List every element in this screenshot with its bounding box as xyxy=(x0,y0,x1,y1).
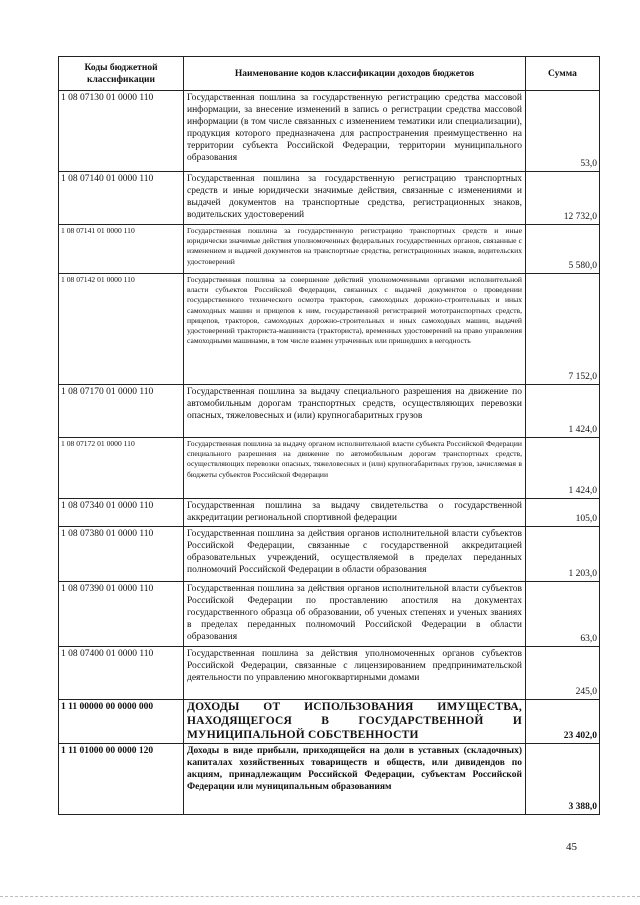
row-code: 1 08 07400 01 0000 110 xyxy=(59,647,184,700)
row-code: 1 08 07140 01 0000 110 xyxy=(59,172,184,225)
row-sum: 23 402,0 xyxy=(526,700,600,744)
row-code: 1 08 07172 01 0000 110 xyxy=(59,438,184,499)
table-row xyxy=(59,647,600,700)
row-sum: 1 424,0 xyxy=(526,385,600,438)
row-sum: 63,0 xyxy=(526,582,600,647)
row-code: 1 11 00000 00 0000 000 xyxy=(59,700,184,744)
header-sum: Сумма xyxy=(526,57,600,91)
row-sum: 105,0 xyxy=(526,499,600,527)
row-name: Государственная пошлина за выдачу органом исполнительной власти субъекта Российской Федерации специального разрешения на движение по автомобильным дорогам транспортных средств, осуществляющих перевозки опасных, тяжеловесных и (или) крупногабаритных грузов, зачисляемая в бюджеты субъектов Российской Федерации xyxy=(184,438,526,499)
table-row xyxy=(59,385,600,438)
row-name: ДОХОДЫ ОТ ИСПОЛЬЗОВАНИЯ ИМУЩЕСТВА, НАХОДЯЩЕГОСЯ В ГОСУДАРСТВЕННОЙ И МУНИЦИПАЛЬНОЙ СОБСТВЕННОСТИ xyxy=(184,700,526,744)
table-row xyxy=(59,438,600,499)
table-row xyxy=(59,274,600,385)
scan-edge-divider xyxy=(0,896,640,897)
row-sum: 7 152,0 xyxy=(526,274,600,385)
row-name: Государственная пошлина за действия органов исполнительной власти субъектов Российской Федерации, связанные с государственной аккредитацией образовательных учреждений, осуществляемой в пределах переданных полномочий Российской Федерации в области образования xyxy=(184,527,526,582)
table-row xyxy=(59,91,600,172)
page-number: 45 xyxy=(566,841,577,853)
table-row xyxy=(59,582,600,647)
row-code: 1 08 07340 01 0000 110 xyxy=(59,499,184,527)
row-sum: 12 732,0 xyxy=(526,172,600,225)
row-name: Государственная пошлина за выдачу специального разрешения на движение по автомобильным дорогам транспортных средств, осуществляющих перевозки опасных, тяжеловесных и (или) крупногабаритных грузов xyxy=(184,385,526,438)
header-name: Наименование кодов классификации доходов бюджетов xyxy=(184,57,526,91)
row-name: Государственная пошлина за государственную регистрацию средства массовой информации, за внесение изменений в запись о регистрации средства массовой информации (в том числе связанных с изменением тематики или специализации), продукция которого предназначена для распространения преимущественно на территории субъекта Российской Федерации, территории муниципального образования xyxy=(184,91,526,172)
row-code: 1 08 07170 01 0000 110 xyxy=(59,385,184,438)
row-sum: 5 580,0 xyxy=(526,225,600,274)
row-code: 1 08 07380 01 0000 110 xyxy=(59,527,184,582)
row-code: 1 08 07142 01 0000 110 xyxy=(59,274,184,385)
row-code: 1 08 07141 01 0000 110 xyxy=(59,225,184,274)
table-row xyxy=(59,744,600,815)
row-name: Государственная пошлина за государственную регистрацию транспортных средств и иные юридически значимые действия, связанные с изменениями и выдачей документов на транспортные средства, регистрационных знаков, водительских удостоверений xyxy=(184,172,526,225)
row-sum: 1 424,0 xyxy=(526,438,600,499)
row-sum: 245,0 xyxy=(526,647,600,700)
table-row xyxy=(59,527,600,582)
row-sum: 53,0 xyxy=(526,91,600,172)
row-name: Государственная пошлина за государственную регистрацию транспортных средств и иные юридически значимые действия уполномоченных федеральных государственных органов, связанные с изменением и выдачей документов на транспортные средства, регистрационных знаков, водительских удостоверений xyxy=(184,225,526,274)
table-row xyxy=(59,499,600,527)
row-sum: 1 203,0 xyxy=(526,527,600,582)
row-sum: 3 388,0 xyxy=(526,744,600,815)
row-code: 1 08 07130 01 0000 110 xyxy=(59,91,184,172)
header-code: Коды бюджетной классификации xyxy=(59,57,184,91)
table-row xyxy=(59,700,600,744)
row-name: Государственная пошлина за выдачу свидетельства о государственной аккредитации региональной спортивной федерации xyxy=(184,499,526,527)
row-name: Доходы в виде прибыли, приходящейся на доли в уставных (складочных) капиталах хозяйственных товариществ и обществ, или дивидендов по акциям, принадлежащим Российской Федерации, субъектам Российской Федерации или муниципальным образованиям xyxy=(184,744,526,815)
row-name: Государственная пошлина за действия органов исполнительной власти субъектов Российской Федерации по проставлению апостиля на документах государственного образца об образовании, об ученых степенях и ученых званиях в пределах переданных полномочий Российской Федерации в области образования xyxy=(184,582,526,647)
header-row xyxy=(59,57,600,91)
row-code: 1 11 01000 00 0000 120 xyxy=(59,744,184,815)
budget-table xyxy=(58,56,600,815)
row-name: Государственная пошлина за совершение действий уполномоченными органами исполнительной власти субъектов Российской Федерации, связанных с выдачей документов о проведении государственного технического осмотра тракторов, самоходных дорожно-строительных и иных самоходных машин и прицепов к ним, государственной регистрацией мототранспортных средств, прицепов, тракторов, самоходных дорожно-строительных и иных самоходных машин, выдачей удостоверений тракториста-машиниста (тракториста), временных удостоверений на право управления самоходными машинами, в том числе взамен утраченных или пришедших в негодность xyxy=(184,274,526,385)
row-name: Государственная пошлина за действия уполномоченных органов субъектов Российской Федерации, связанные с лицензированием предпринимательской деятельности по управлению многоквартирными домами xyxy=(184,647,526,700)
table-row xyxy=(59,225,600,274)
row-code: 1 08 07390 01 0000 110 xyxy=(59,582,184,647)
table-row xyxy=(59,172,600,225)
